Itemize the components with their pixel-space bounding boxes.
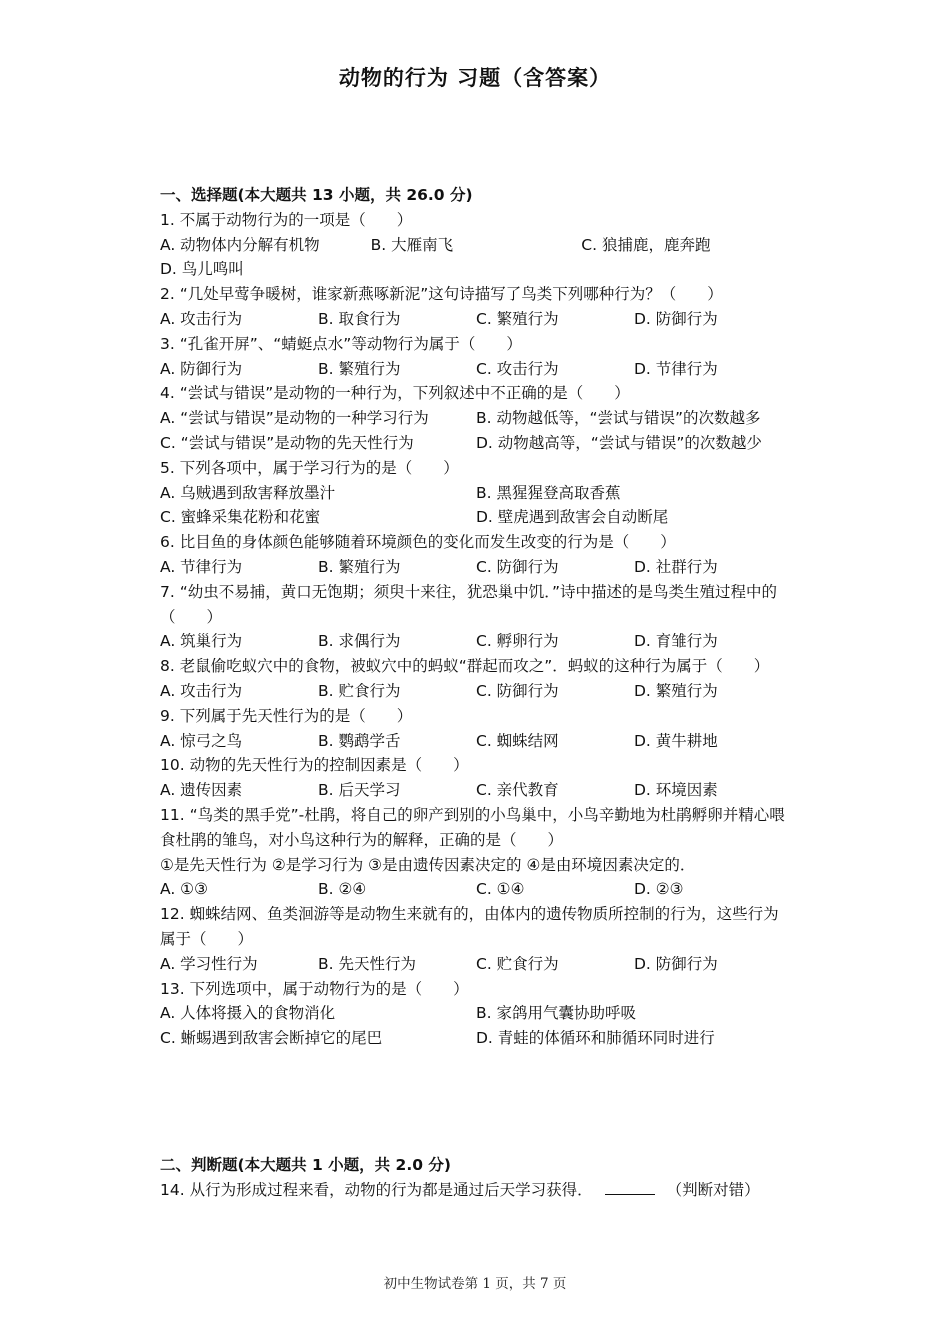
- option: A. 遗传因素: [160, 781, 243, 800]
- option: D. 环境因素: [634, 781, 718, 800]
- question-stem: 5. 下列各项中，属于学习行为的是（ ）: [160, 458, 459, 477]
- option: B. 鹦鹉学舌: [318, 731, 401, 750]
- question-options: [160, 629, 792, 654]
- option: A. 防御行为: [160, 359, 243, 378]
- question-options: [160, 877, 792, 902]
- option: B. 大雁南飞: [370, 235, 454, 254]
- option: B. 家鸽用气囊协助呼吸: [476, 1004, 636, 1023]
- option: D. 社群行为: [634, 557, 718, 576]
- option: C. 贮食行为: [476, 954, 559, 973]
- option: A. 筑巢行为: [160, 632, 243, 651]
- option: D. 节律行为: [634, 359, 718, 378]
- question-statements: ①是先天性行为 ②是学习行为 ③是由遗传因素决定的 ④是由环境因素决定的．: [160, 855, 696, 874]
- question-options: [160, 952, 792, 977]
- question-stem: 9. 下列属于先天性行为的是（ ）: [160, 706, 413, 725]
- question-stem: 1. 不属于动物行为的一项是（ ）: [160, 210, 413, 229]
- question-stem: 7. “幼虫不易捕，黄口无饱期；须臾十来往，犹恐巢中饥．”诗中描述的是鸟类生殖过程中的（ ）: [160, 582, 778, 626]
- option: B. 求偶行为: [318, 632, 401, 651]
- option: B. 黑猩猩登高取香蕉: [476, 483, 621, 502]
- option: A. 乌贼遇到敌害释放墨汁: [160, 483, 336, 502]
- option: D. 壁虎遇到敌害会自动断尾: [476, 508, 669, 527]
- option: C. 繁殖行为: [476, 309, 559, 328]
- option: D. 鸟儿鸣叫: [160, 260, 244, 279]
- question-stem: 3. “孔雀开屏”、“蜻蜓点水”等动物行为属于（ ）: [160, 334, 522, 353]
- question-stem: 2. “几处早莺争暖树，谁家新燕啄新泥”这句诗描写了鸟类下列哪种行为？（ ）: [160, 285, 723, 304]
- question-stem: 4. “尝试与错误”是动物的一种行为，下列叙述中不正确的是（ ）: [160, 384, 630, 403]
- option: B. 繁殖行为: [318, 359, 401, 378]
- option: D. ②③: [634, 880, 684, 899]
- question-stem-14: [160, 1178, 792, 1203]
- option: A. ①③: [160, 880, 208, 899]
- option: C. “尝试与错误”是动物的先天性行为: [160, 433, 414, 452]
- option: C. 狼捕鹿，鹿奔跑: [581, 235, 711, 254]
- question-options: [160, 307, 792, 332]
- option: C. 亲代教育: [476, 781, 559, 800]
- option: D. 繁殖行为: [634, 681, 718, 700]
- question-options: [160, 555, 792, 580]
- option: A. 攻击行为: [160, 309, 243, 328]
- option: B. 繁殖行为: [318, 557, 401, 576]
- document-content: [160, 183, 792, 1202]
- section-heading-choice: 一、选择题(本大题共 13 小题，共 26.0 分): [160, 186, 473, 204]
- option: C. 孵卵行为: [476, 632, 559, 651]
- option: B. 动物越低等，“尝试与错误”的次数越多: [476, 409, 761, 428]
- option: B. 后天学习: [318, 781, 401, 800]
- question-options: [160, 481, 792, 531]
- option: C. 攻击行为: [476, 359, 559, 378]
- option: A. 节律行为: [160, 557, 243, 576]
- option: A. “尝试与错误”是动物的一种学习行为: [160, 409, 429, 428]
- option: B. 先天性行为: [318, 954, 416, 973]
- option: A. 攻击行为: [160, 681, 243, 700]
- document-title: 动物的行为 习题（含答案）: [338, 66, 612, 90]
- question-options: [160, 729, 792, 754]
- question-options: [160, 233, 792, 283]
- page-footer: 初中生物试卷第 1 页，共 7 页: [383, 1276, 567, 1292]
- option: C. ①④: [476, 880, 525, 899]
- question-stem: 8. 老鼠偷吃蚁穴中的食物，被蚁穴中的蚂蚁“群起而攻之”．蚂蚁的这种行为属于（ ）: [160, 657, 770, 676]
- section-heading-judgement: 二、判断题(本大题共 1 小题，共 2.0 分): [160, 1155, 451, 1174]
- option: D. 育雏行为: [634, 632, 718, 651]
- option: B. ②④: [318, 880, 367, 899]
- option: A. 学习性行为: [160, 954, 258, 973]
- question-stem: 6. 比目鱼的身体颜色能够随着环境颜色的变化而发生改变的行为是（ ）: [160, 533, 676, 552]
- option: C. 蜥蜴遇到敌害会断掉它的尾巴: [160, 1029, 383, 1048]
- option: A. 动物体内分解有机物: [160, 235, 320, 254]
- option: A. 惊弓之鸟: [160, 731, 243, 750]
- option: C. 蜜蜂采集花粉和花蜜: [160, 508, 321, 527]
- question-suffix: （判断对错）: [666, 1180, 760, 1199]
- option: C. 防御行为: [476, 681, 559, 700]
- question-options: [160, 357, 792, 382]
- option: D. 动物越高等，“尝试与错误”的次数越少: [476, 433, 762, 452]
- option: B. 取食行为: [318, 309, 401, 328]
- question-options: [160, 406, 792, 456]
- question-text: 14. 从行为形成过程来看，动物的行为都是通过后天学习获得．: [160, 1180, 593, 1199]
- question-options: [160, 778, 792, 803]
- option: B. 贮食行为: [318, 681, 401, 700]
- option: D. 青蛙的体循环和肺循环同时进行: [476, 1029, 715, 1048]
- option: D. 防御行为: [634, 309, 718, 328]
- option: D. 防御行为: [634, 954, 718, 973]
- question-options: [160, 679, 792, 704]
- question-stem: 13. 下列选项中，属于动物行为的是（ ）: [160, 979, 469, 998]
- option: A. 人体将摄入的食物消化: [160, 1004, 336, 1023]
- option: C. 蜘蛛结网: [476, 731, 559, 750]
- answer-blank[interactable]: [605, 1180, 655, 1195]
- question-stem: 10. 动物的先天性行为的控制因素是（ ）: [160, 756, 469, 775]
- option: C. 防御行为: [476, 557, 559, 576]
- question-options: [160, 1001, 792, 1051]
- question-stem: 11. “鸟类的黑手党”-杜鹃，将自己的卵产到别的小鸟巢中，小鸟辛勤地为杜鹃孵卵并精心喂食杜鹃的雏鸟，对小鸟这种行为的解释，正确的是（ ）: [160, 805, 785, 849]
- option: D. 黄牛耕地: [634, 731, 718, 750]
- question-stem: 12. 蜘蛛结网、鱼类洄游等是动物生来就有的，由体内的遗传物质所控制的行为，这些行为属于（ ）: [160, 905, 779, 948]
